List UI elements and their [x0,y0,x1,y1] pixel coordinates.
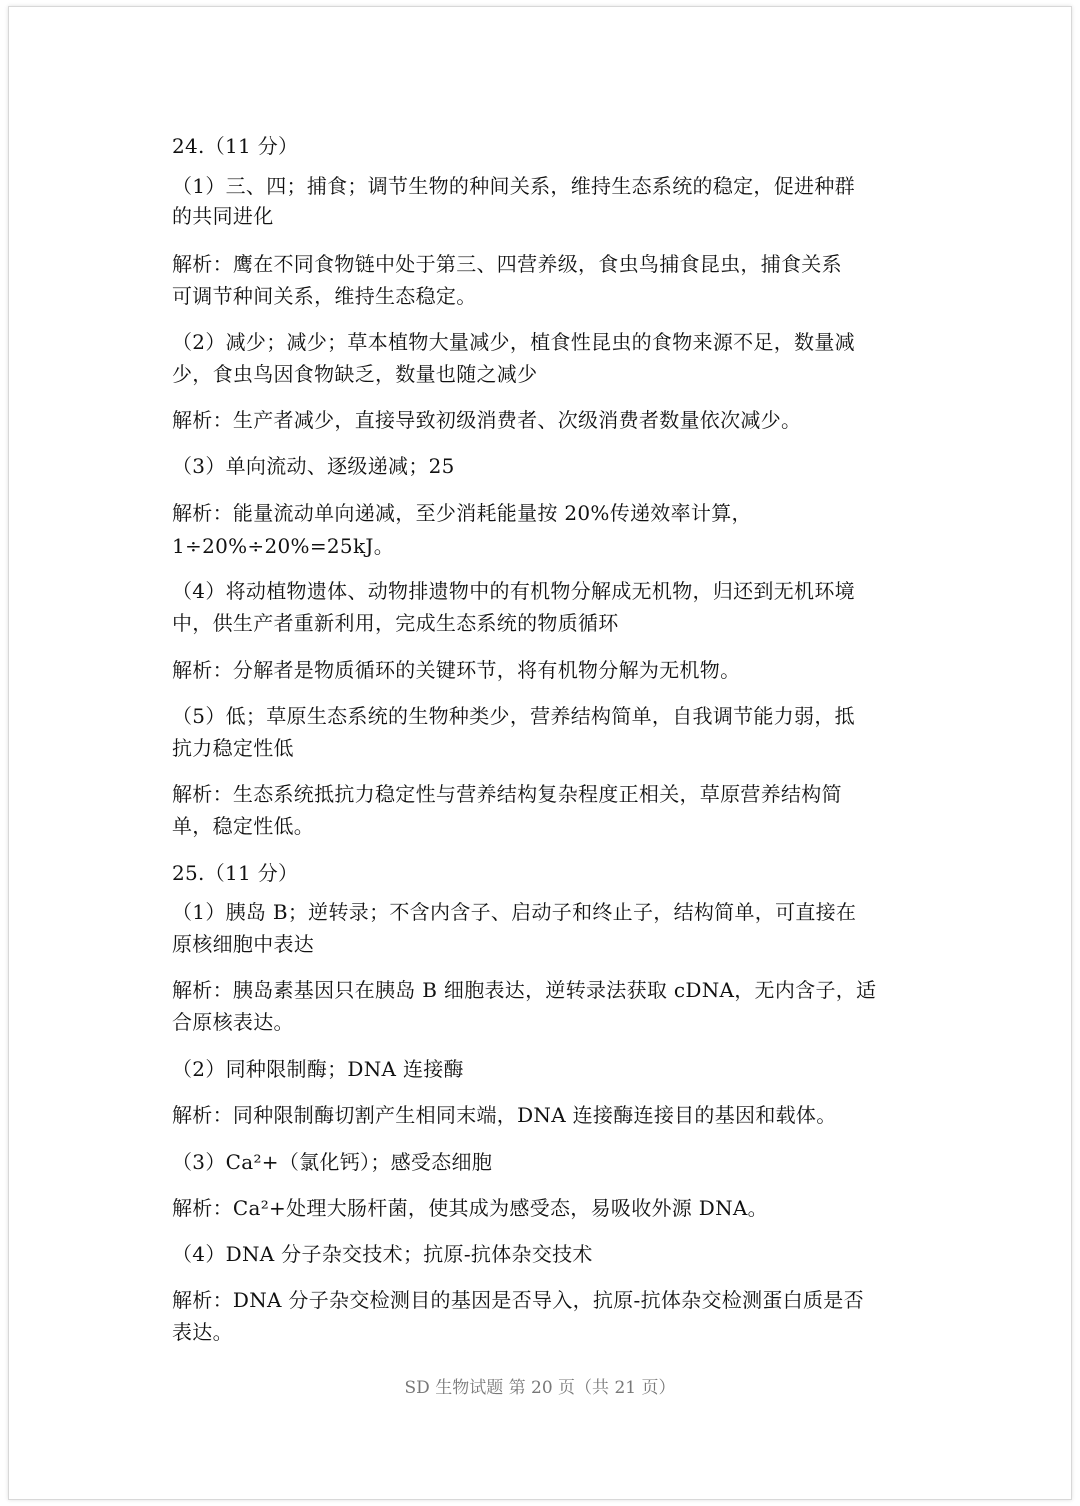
answer-line: 原核细胞中表达 [172,932,315,956]
analysis-line: 解析：胰岛素基因只在胰岛 B 细胞表达，逆转录法获取 cDNA，无内含子，适 [172,978,877,1002]
answer-line: （2）减少；减少；草本植物大量减少，植食性昆虫的食物来源不足，数量减 [172,330,855,354]
answer-line: 中，供生产者重新利用，完成生态系统的物质循环 [172,611,619,635]
heading-line: 24.（11 分） [172,134,299,158]
analysis-line: 解析：Ca²+处理大肠杆菌，使其成为感受态，易吸收外源 DNA。 [172,1196,768,1220]
analysis-line: 表达。 [172,1320,233,1344]
page-border [8,6,1072,1500]
analysis-line: 单，稳定性低。 [172,814,315,838]
analysis-line: 解析：同种限制酶切割产生相同末端，DNA 连接酶连接目的基因和载体。 [172,1103,837,1127]
analysis-line: 解析：生态系统抵抗力稳定性与营养结构复杂程度正相关，草原营养结构简 [172,782,842,806]
answer-line: （3）单向流动、逐级递减；25 [172,454,455,478]
analysis-line: 合原核表达。 [172,1010,294,1034]
answer-line: 的共同进化 [172,204,274,228]
answer-line: （3）Ca²+（氯化钙）；感受态细胞 [172,1150,493,1174]
answer-line: （4）DNA 分子杂交技术；抗原-抗体杂交技术 [172,1242,593,1266]
answer-line: （5）低；草原生态系统的生物种类少，营养结构简单，自我调节能力弱，抵 [172,704,855,728]
answer-line: 抗力稳定性低 [172,736,294,760]
answer-line: （1）三、四；捕食；调节生物的种间关系，维持生态系统的稳定，促进种群 [172,174,855,198]
answer-line: （4）将动植物遗体、动物排遗物中的有机物分解成无机物，归还到无机环境 [172,579,855,603]
answer-line: （2）同种限制酶；DNA 连接酶 [172,1057,464,1081]
page-footer: SD 生物试题 第 20 页（共 21 页） [404,1378,676,1398]
answer-line: （1）胰岛 B；逆转录；不含内含子、启动子和终止子，结构简单，可直接在 [172,900,857,924]
answer-line: 少，食虫鸟因食物缺乏，数量也随之减少 [172,362,538,386]
analysis-line: 解析：分解者是物质循环的关键环节，将有机物分解为无机物。 [172,658,741,682]
heading-line: 25.（11 分） [172,861,299,885]
analysis-line: 可调节种间关系，维持生态稳定。 [172,284,477,308]
analysis-line: 1÷20%÷20%=25kJ。 [172,534,394,558]
analysis-line: 解析：生产者减少，直接导致初级消费者、次级消费者数量依次减少。 [172,408,802,432]
analysis-line: 解析：能量流动单向递减，至少消耗能量按 20%传递效率计算， [172,501,752,525]
analysis-line: 解析：DNA 分子杂交检测目的基因是否导入，抗原-抗体杂交检测蛋白质是否 [172,1288,864,1312]
analysis-line: 解析：鹰在不同食物链中处于第三、四营养级，食虫鸟捕食昆虫，捕食关系 [172,252,842,276]
